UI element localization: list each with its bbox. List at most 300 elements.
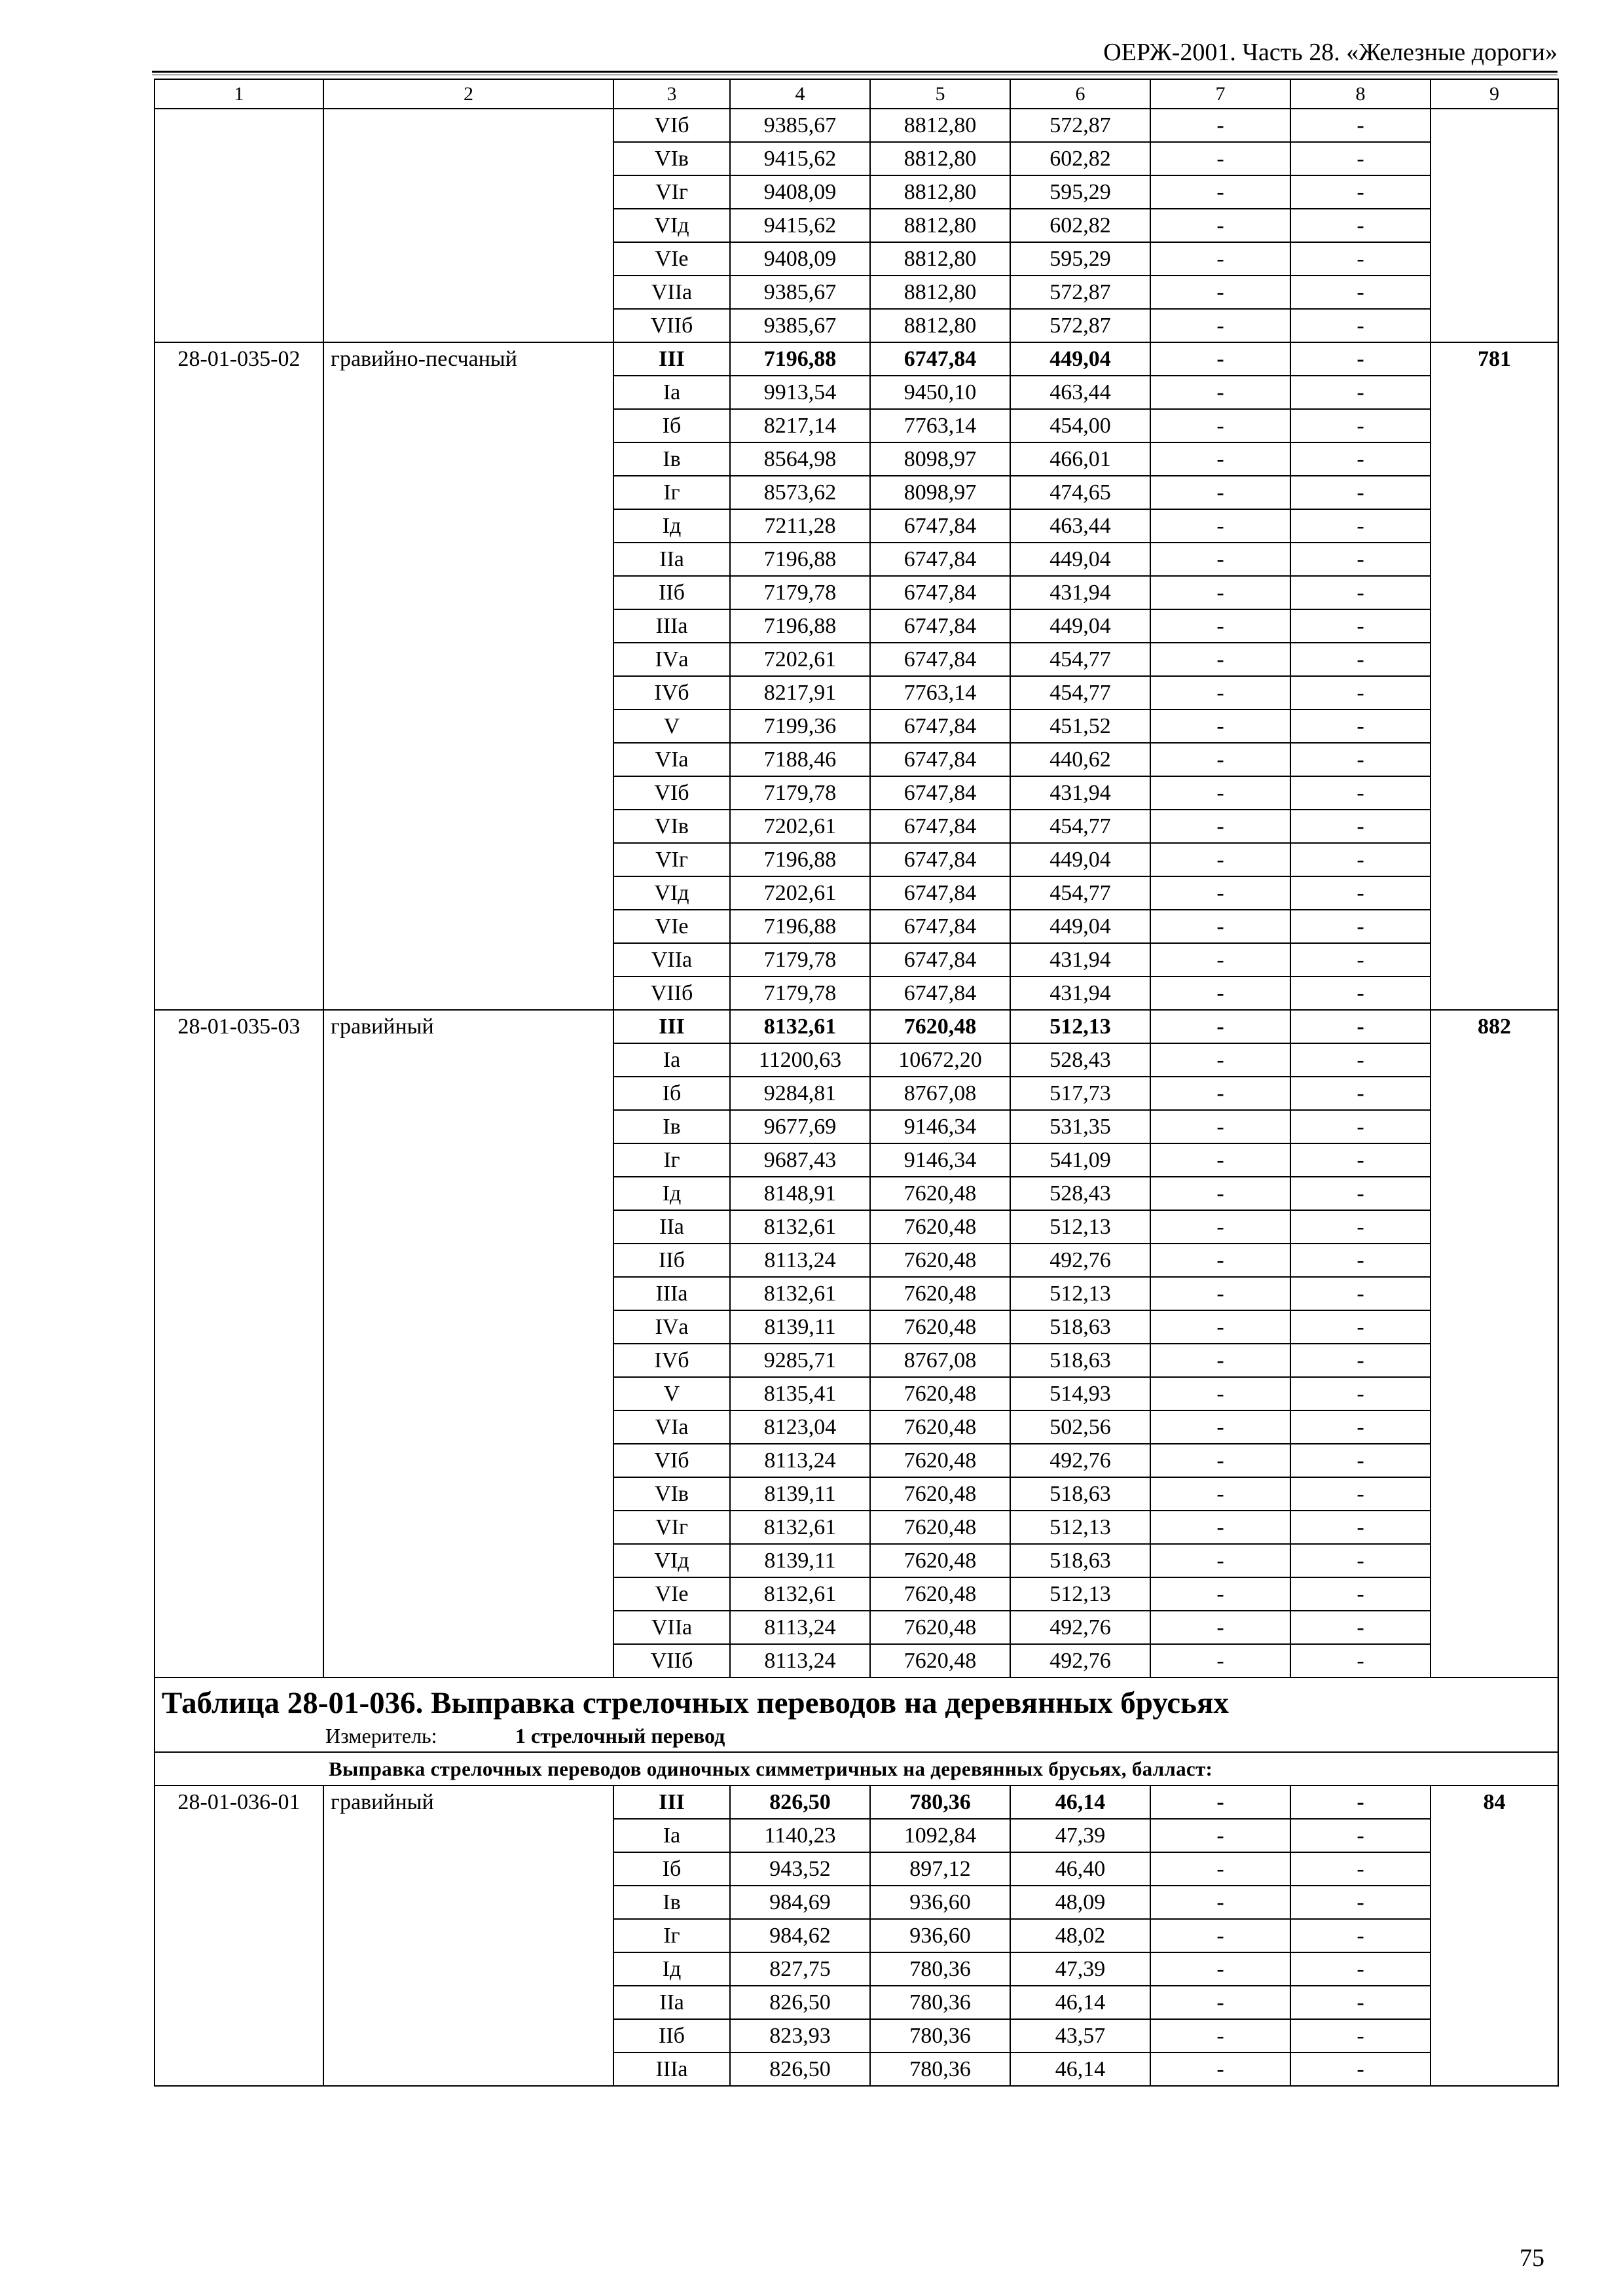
value-cell: 10672,20 [870, 1043, 1010, 1077]
value-cell: - [1290, 576, 1431, 609]
value-cell: 7202,61 [730, 810, 870, 843]
zone-cell: VIIб [613, 1644, 730, 1677]
value-cell: - [1290, 1785, 1431, 1819]
value-cell: 7620,48 [870, 1477, 1010, 1511]
value-cell: 8812,80 [870, 109, 1010, 142]
column-number: 3 [613, 79, 730, 109]
zone-cell: Iд [613, 509, 730, 543]
value-cell: 454,77 [1010, 676, 1150, 709]
zone-cell: IIб [613, 1244, 730, 1277]
value-cell: - [1290, 1611, 1431, 1644]
zone-cell: Iв [613, 1886, 730, 1919]
value-cell: - [1150, 1886, 1290, 1919]
value-cell: 943,52 [730, 1852, 870, 1886]
zone-cell: V [613, 1377, 730, 1410]
value-cell: - [1150, 1819, 1290, 1852]
value-cell: - [1150, 109, 1290, 142]
zone-cell: VIд [613, 209, 730, 242]
column-number-row [155, 79, 1558, 109]
value-cell: - [1290, 309, 1431, 342]
zone-cell: VIе [613, 910, 730, 943]
zone-cell: VIе [613, 1577, 730, 1611]
value-cell: - [1290, 342, 1431, 376]
value-cell: - [1150, 242, 1290, 276]
zone-cell: VIв [613, 142, 730, 175]
value-cell: 8812,80 [870, 276, 1010, 309]
value-cell: - [1290, 876, 1431, 910]
value-cell: 463,44 [1010, 509, 1150, 543]
value-cell: 48,09 [1010, 1886, 1150, 1919]
value-cell: 780,36 [870, 1785, 1010, 1819]
value-cell: - [1150, 709, 1290, 743]
value-cell: - [1290, 543, 1431, 576]
value-cell: 827,75 [730, 1952, 870, 1986]
value-cell: - [1150, 1852, 1290, 1886]
value-cell: - [1290, 1010, 1431, 1043]
value-cell: 897,12 [870, 1852, 1010, 1886]
value-cell: 7620,48 [870, 1177, 1010, 1210]
value-cell: 492,76 [1010, 1611, 1150, 1644]
value-cell: - [1290, 142, 1431, 175]
value-cell: 7763,14 [870, 676, 1010, 709]
value-cell: - [1290, 2019, 1431, 2053]
value-cell: 7196,88 [730, 843, 870, 876]
value-cell: 454,77 [1010, 876, 1150, 910]
value-cell: 8098,97 [870, 476, 1010, 509]
value-cell: 474,65 [1010, 476, 1150, 509]
value-cell: 9408,09 [730, 242, 870, 276]
zone-cell: IIIа [613, 609, 730, 643]
zone-cell: Iа [613, 1819, 730, 1852]
value-cell: - [1290, 409, 1431, 442]
value-cell: - [1150, 676, 1290, 709]
value-cell: 7620,48 [870, 1210, 1010, 1244]
value-cell: 8132,61 [730, 1210, 870, 1244]
zone-cell: IIа [613, 1210, 730, 1244]
zone-cell: Iг [613, 1919, 730, 1952]
value-cell: - [1290, 1986, 1431, 2019]
value-cell: - [1150, 2053, 1290, 2086]
value-cell: - [1150, 1310, 1290, 1344]
value-cell: 7199,36 [730, 709, 870, 743]
value-cell: - [1150, 1986, 1290, 2019]
value-cell: - [1150, 1244, 1290, 1277]
value-cell: 518,63 [1010, 1544, 1150, 1577]
value-cell: 9415,62 [730, 142, 870, 175]
column-number: 7 [1150, 79, 1290, 109]
value-cell: 984,69 [730, 1886, 870, 1919]
value-cell: - [1290, 1143, 1431, 1177]
value-cell: - [1290, 676, 1431, 709]
value-cell: 454,77 [1010, 810, 1150, 843]
value-cell: 7620,48 [870, 1577, 1010, 1611]
value-cell: - [1150, 1477, 1290, 1511]
zone-cell: Iб [613, 1077, 730, 1110]
value-cell: - [1290, 1511, 1431, 1544]
value-cell: 6747,84 [870, 509, 1010, 543]
value-cell: 7202,61 [730, 876, 870, 910]
value-cell: 8812,80 [870, 242, 1010, 276]
value-cell: 431,94 [1010, 977, 1150, 1010]
value-cell: - [1150, 1444, 1290, 1477]
zone-cell: III [613, 342, 730, 376]
value-cell: - [1150, 1611, 1290, 1644]
value-cell: 8812,80 [870, 175, 1010, 209]
value-cell: 47,39 [1010, 1952, 1150, 1986]
value-cell: 6747,84 [870, 776, 1010, 810]
value-cell: - [1150, 175, 1290, 209]
zone-cell: Iв [613, 1110, 730, 1143]
value-cell: 514,93 [1010, 1377, 1150, 1410]
zone-cell: VIг [613, 1511, 730, 1544]
value-cell: 440,62 [1010, 743, 1150, 776]
value-cell: 9408,09 [730, 175, 870, 209]
table-row [155, 342, 1558, 376]
value-cell: 449,04 [1010, 609, 1150, 643]
zone-cell: IIIа [613, 2053, 730, 2086]
total-cell [1431, 109, 1558, 342]
value-cell: - [1290, 376, 1431, 409]
value-cell: - [1290, 1177, 1431, 1210]
value-cell: - [1150, 509, 1290, 543]
value-cell: 43,57 [1010, 2019, 1150, 2053]
value-cell: 936,60 [870, 1919, 1010, 1952]
rate-name [323, 109, 613, 342]
table-036-heading [155, 1677, 1558, 1752]
value-cell: 541,09 [1010, 1143, 1150, 1177]
value-cell: 48,02 [1010, 1919, 1150, 1952]
value-cell: 8132,61 [730, 1277, 870, 1310]
zone-cell: Iд [613, 1177, 730, 1210]
value-cell: - [1290, 442, 1431, 476]
value-cell: 8139,11 [730, 1477, 870, 1511]
value-cell: - [1150, 342, 1290, 376]
value-cell: 7620,48 [870, 1544, 1010, 1577]
value-cell: - [1290, 977, 1431, 1010]
value-cell: 8767,08 [870, 1344, 1010, 1377]
value-cell: - [1290, 1444, 1431, 1477]
value-cell: - [1150, 843, 1290, 876]
value-cell: 8135,41 [730, 1377, 870, 1410]
rate-code: 28-01-035-02 [155, 342, 323, 1010]
zone-cell: VIIб [613, 309, 730, 342]
value-cell: 7196,88 [730, 910, 870, 943]
value-cell: 9385,67 [730, 309, 870, 342]
meter-label: Измеритель: [325, 1724, 437, 1748]
value-cell: 8573,62 [730, 476, 870, 509]
value-cell: - [1150, 1377, 1290, 1410]
value-cell: 7620,48 [870, 1644, 1010, 1677]
value-cell: - [1290, 175, 1431, 209]
value-cell: 46,14 [1010, 2053, 1150, 2086]
value-cell: 6747,84 [870, 576, 1010, 609]
value-cell: 7179,78 [730, 576, 870, 609]
section-title: Выправка стрелочных переводов одиночных симметричных на деревянных брусьях, балласт: [155, 1752, 1558, 1785]
value-cell: 7179,78 [730, 776, 870, 810]
value-cell: 8132,61 [730, 1577, 870, 1611]
zone-cell: VIа [613, 1410, 730, 1444]
value-cell: 9284,81 [730, 1077, 870, 1110]
column-number: 4 [730, 79, 870, 109]
rates-table [154, 79, 1559, 2087]
value-cell: 6747,84 [870, 709, 1010, 743]
value-cell: - [1290, 943, 1431, 977]
rate-code [155, 109, 323, 342]
value-cell: 451,52 [1010, 709, 1150, 743]
value-cell: - [1290, 1644, 1431, 1677]
value-cell: 531,35 [1010, 1110, 1150, 1143]
value-cell: - [1150, 1077, 1290, 1110]
value-cell: 6747,84 [870, 843, 1010, 876]
value-cell: 6747,84 [870, 876, 1010, 910]
value-cell: 8139,11 [730, 1544, 870, 1577]
value-cell: 780,36 [870, 1986, 1010, 2019]
value-cell: - [1290, 109, 1431, 142]
value-cell: 8812,80 [870, 142, 1010, 175]
zone-cell: VIб [613, 1444, 730, 1477]
zone-cell: III [613, 1785, 730, 1819]
zone-cell: VIб [613, 776, 730, 810]
value-cell: - [1290, 1244, 1431, 1277]
value-cell: 9687,43 [730, 1143, 870, 1177]
value-cell: 7620,48 [870, 1444, 1010, 1477]
value-cell: 9385,67 [730, 276, 870, 309]
value-cell: 6747,84 [870, 543, 1010, 576]
meter-value: 1 стрелочный перевод [515, 1724, 725, 1748]
value-cell: 528,43 [1010, 1177, 1150, 1210]
value-cell: 7620,48 [870, 1310, 1010, 1344]
value-cell: 6747,84 [870, 743, 1010, 776]
meter-line [162, 1723, 1551, 1751]
value-cell: 7196,88 [730, 342, 870, 376]
zone-cell: IVа [613, 1310, 730, 1344]
value-cell: - [1290, 1210, 1431, 1244]
zone-cell: VIв [613, 1477, 730, 1511]
value-cell: 936,60 [870, 1886, 1010, 1919]
value-cell: 46,14 [1010, 1986, 1150, 2019]
value-cell: 8113,24 [730, 1611, 870, 1644]
value-cell: 47,39 [1010, 1819, 1150, 1852]
value-cell: 518,63 [1010, 1344, 1150, 1377]
zone-cell: VIд [613, 1544, 730, 1577]
value-cell: 8812,80 [870, 209, 1010, 242]
value-cell: - [1290, 1377, 1431, 1410]
value-cell: - [1290, 1077, 1431, 1110]
value-cell: - [1290, 1310, 1431, 1344]
value-cell: 7620,48 [870, 1010, 1010, 1043]
value-cell: - [1150, 743, 1290, 776]
value-cell: 449,04 [1010, 342, 1150, 376]
table-row [155, 109, 1558, 142]
value-cell: - [1290, 810, 1431, 843]
value-cell: 7202,61 [730, 643, 870, 676]
value-cell: 449,04 [1010, 910, 1150, 943]
value-cell: - [1150, 209, 1290, 242]
value-cell: - [1290, 643, 1431, 676]
value-cell: 518,63 [1010, 1310, 1150, 1344]
value-cell: 7620,48 [870, 1511, 1010, 1544]
value-cell: 602,82 [1010, 209, 1150, 242]
zone-cell: IIа [613, 1986, 730, 2019]
value-cell: 46,40 [1010, 1852, 1150, 1886]
value-cell: 502,56 [1010, 1410, 1150, 1444]
table-row [155, 1785, 1558, 1819]
value-cell: 826,50 [730, 2053, 870, 2086]
value-cell: 8139,11 [730, 1310, 870, 1344]
value-cell: 7196,88 [730, 543, 870, 576]
header-rule [152, 71, 1558, 73]
value-cell: - [1150, 1043, 1290, 1077]
value-cell: 6747,84 [870, 810, 1010, 843]
value-cell: 8098,97 [870, 442, 1010, 476]
value-cell: - [1150, 776, 1290, 810]
value-cell: 492,76 [1010, 1444, 1150, 1477]
value-cell: 512,13 [1010, 1010, 1150, 1043]
value-cell: - [1150, 1644, 1290, 1677]
rate-name: гравийный [323, 1785, 613, 2086]
value-cell: 454,77 [1010, 643, 1150, 676]
zone-cell: IVб [613, 676, 730, 709]
zone-cell: IIб [613, 2019, 730, 2053]
value-cell: 8767,08 [870, 1077, 1010, 1110]
value-cell: - [1290, 1277, 1431, 1310]
value-cell: - [1150, 1277, 1290, 1310]
value-cell: - [1290, 1477, 1431, 1511]
value-cell: 512,13 [1010, 1277, 1150, 1310]
total-cell: 781 [1431, 342, 1558, 1010]
value-cell: 8217,91 [730, 676, 870, 709]
rate-code: 28-01-036-01 [155, 1785, 323, 2086]
value-cell: - [1150, 810, 1290, 843]
zone-cell: Iа [613, 1043, 730, 1077]
value-cell: 9913,54 [730, 376, 870, 409]
zone-cell: IIа [613, 543, 730, 576]
value-cell: - [1150, 2019, 1290, 2053]
zone-cell: V [613, 709, 730, 743]
value-cell: - [1150, 1143, 1290, 1177]
value-cell: - [1290, 776, 1431, 810]
value-cell: 572,87 [1010, 309, 1150, 342]
value-cell: 7620,48 [870, 1377, 1010, 1410]
table-036-heading-row [155, 1677, 1558, 1752]
value-cell: 1140,23 [730, 1819, 870, 1852]
zone-cell: VIIа [613, 1611, 730, 1644]
value-cell: - [1290, 1886, 1431, 1919]
zone-cell: Iд [613, 1952, 730, 1986]
value-cell: 431,94 [1010, 576, 1150, 609]
value-cell: - [1290, 476, 1431, 509]
zone-cell: IVа [613, 643, 730, 676]
value-cell: - [1150, 1344, 1290, 1377]
value-cell: - [1290, 843, 1431, 876]
value-cell: - [1290, 1344, 1431, 1377]
column-number: 8 [1290, 79, 1431, 109]
value-cell: 8217,14 [730, 409, 870, 442]
value-cell: 7179,78 [730, 977, 870, 1010]
value-cell: 449,04 [1010, 843, 1150, 876]
value-cell: - [1290, 1819, 1431, 1852]
value-cell: 7620,48 [870, 1244, 1010, 1277]
value-cell: - [1150, 543, 1290, 576]
value-cell: - [1290, 1577, 1431, 1611]
value-cell: 6747,84 [870, 342, 1010, 376]
value-cell: - [1150, 1177, 1290, 1210]
value-cell: - [1150, 442, 1290, 476]
value-cell: - [1290, 242, 1431, 276]
value-cell: 780,36 [870, 2053, 1010, 2086]
value-cell: 9415,62 [730, 209, 870, 242]
value-cell: 9450,10 [870, 376, 1010, 409]
value-cell: 11200,63 [730, 1043, 870, 1077]
value-cell: 1092,84 [870, 1819, 1010, 1852]
value-cell: 826,50 [730, 1785, 870, 1819]
value-cell: - [1150, 276, 1290, 309]
column-number: 2 [323, 79, 613, 109]
value-cell: 8113,24 [730, 1244, 870, 1277]
value-cell: - [1150, 309, 1290, 342]
value-cell: 7196,88 [730, 609, 870, 643]
value-cell: - [1290, 910, 1431, 943]
value-cell: 6747,84 [870, 943, 1010, 977]
value-cell: - [1150, 409, 1290, 442]
value-cell: 780,36 [870, 1952, 1010, 1986]
value-cell: - [1150, 643, 1290, 676]
table-036-title: Таблица 28-01-036. Выправка стрелочных переводов на деревянных брусьях [162, 1686, 1229, 1720]
value-cell: - [1150, 1577, 1290, 1611]
value-cell: 8564,98 [730, 442, 870, 476]
value-cell: 431,94 [1010, 943, 1150, 977]
zone-cell: VIг [613, 175, 730, 209]
zone-cell: VIIа [613, 943, 730, 977]
value-cell: 512,13 [1010, 1577, 1150, 1611]
value-cell: - [1290, 2053, 1431, 2086]
value-cell: 6747,84 [870, 977, 1010, 1010]
value-cell: 8132,61 [730, 1010, 870, 1043]
zone-cell: VIIа [613, 276, 730, 309]
value-cell: - [1290, 1919, 1431, 1952]
zone-cell: VIа [613, 743, 730, 776]
value-cell: 7763,14 [870, 409, 1010, 442]
value-cell: - [1150, 943, 1290, 977]
value-cell: - [1150, 576, 1290, 609]
value-cell: 9146,34 [870, 1110, 1010, 1143]
value-cell: 572,87 [1010, 276, 1150, 309]
value-cell: - [1290, 509, 1431, 543]
value-cell: 8132,61 [730, 1511, 870, 1544]
value-cell: - [1150, 142, 1290, 175]
value-cell: 449,04 [1010, 543, 1150, 576]
value-cell: - [1150, 476, 1290, 509]
value-cell: - [1290, 609, 1431, 643]
value-cell: - [1150, 910, 1290, 943]
value-cell: - [1150, 1511, 1290, 1544]
zone-cell: IVб [613, 1344, 730, 1377]
value-cell: - [1290, 276, 1431, 309]
value-cell: 492,76 [1010, 1244, 1150, 1277]
value-cell: 823,93 [730, 2019, 870, 2053]
value-cell: 572,87 [1010, 109, 1150, 142]
value-cell: - [1150, 1010, 1290, 1043]
value-cell: 518,63 [1010, 1477, 1150, 1511]
value-cell: 8113,24 [730, 1444, 870, 1477]
value-cell: - [1290, 709, 1431, 743]
zone-cell: IIб [613, 576, 730, 609]
zone-cell: VIе [613, 242, 730, 276]
zone-cell: VIг [613, 843, 730, 876]
zone-cell: VIIб [613, 977, 730, 1010]
value-cell: 7620,48 [870, 1410, 1010, 1444]
value-cell: - [1150, 1544, 1290, 1577]
